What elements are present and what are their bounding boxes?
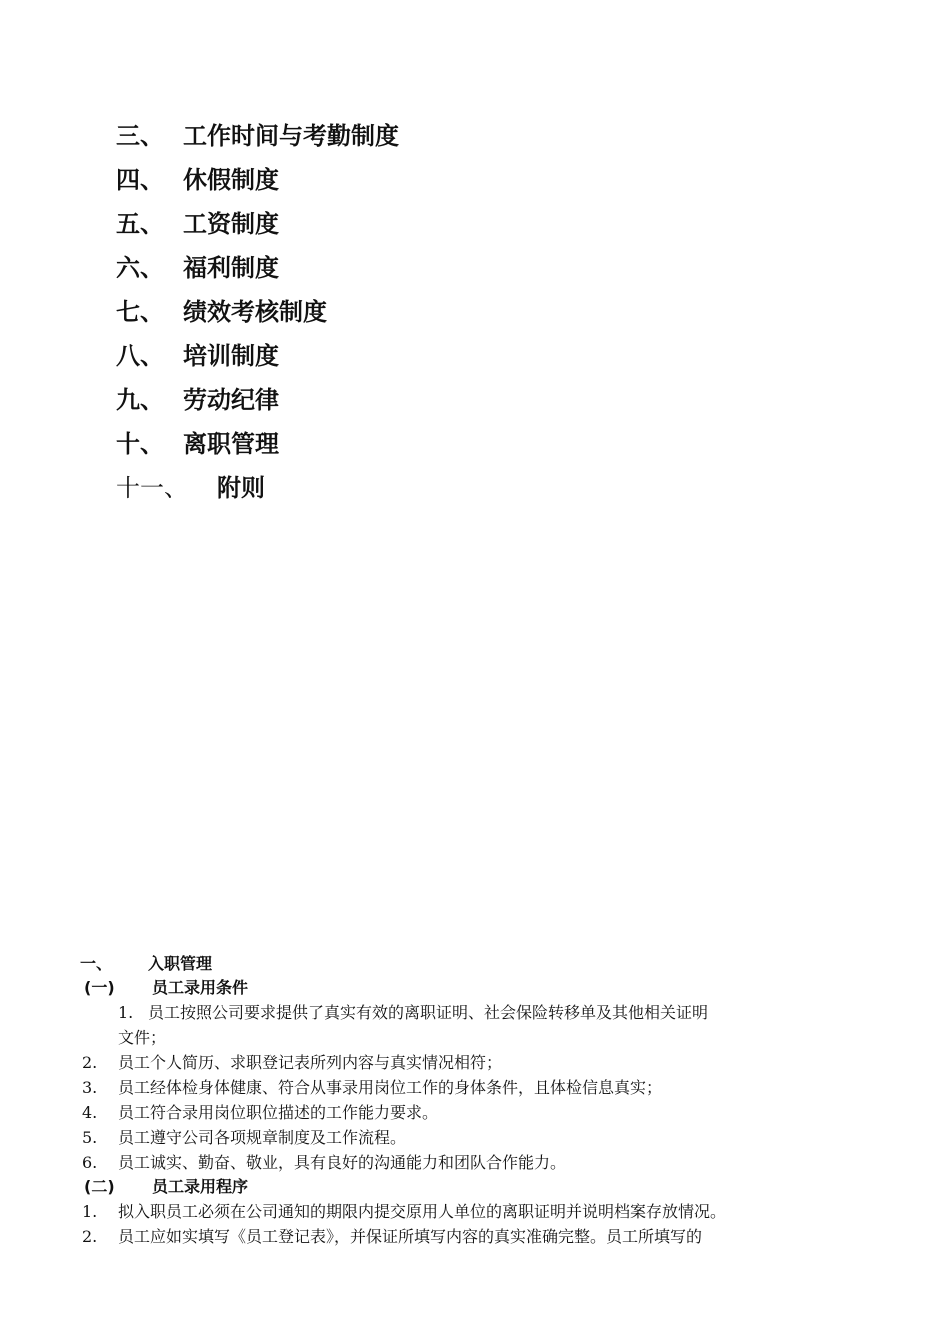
section-number: 一、: [80, 954, 113, 973]
list-item-number: 5.: [82, 1128, 98, 1147]
subsection-number: (二): [84, 1177, 115, 1196]
toc-number: 四、: [116, 166, 164, 194]
toc-title: 工作时间与考勤制度: [183, 122, 399, 150]
subsection-title: 员工录用程序: [152, 1177, 249, 1196]
toc-number: 九、: [116, 386, 164, 414]
list-item: [80, 1125, 860, 1150]
toc-title: 培训制度: [183, 342, 279, 370]
toc-title: 福利制度: [183, 254, 279, 282]
list-item-text: 员工应如实填写《员工登记表》，并保证所填写内容的真实准确完整。员工所填写的: [118, 1227, 703, 1246]
table-of-contents: [116, 116, 399, 512]
toc-item: [116, 116, 399, 160]
list-item-number: 2.: [82, 1227, 98, 1246]
list-item-text: 员工按照公司要求提供了真实有效的离职证明、社会保险转移单及其他相关证明: [148, 1003, 709, 1022]
toc-number: 六、: [116, 254, 164, 282]
toc-number: 八、: [116, 342, 164, 370]
toc-item: [116, 292, 399, 336]
list-item-number: 6.: [82, 1153, 98, 1172]
toc-number: 七、: [116, 298, 164, 326]
list-item-text: 员工经体检身体健康、符合从事录用岗位工作的身体条件，且体检信息真实；: [118, 1078, 663, 1097]
list-item: [80, 1224, 860, 1249]
list-item-text: 员工符合录用岗位职位描述的工作能力要求。: [118, 1103, 439, 1122]
toc-title: 休假制度: [183, 166, 279, 194]
toc-item: [116, 468, 399, 512]
toc-number: 十一、: [116, 474, 188, 502]
toc-title: 工资制度: [183, 210, 279, 238]
subsection-heading: [80, 976, 860, 1000]
list-item: [80, 1150, 860, 1175]
list-item: [80, 1050, 860, 1075]
toc-title: 离职管理: [183, 430, 279, 458]
toc-title: 附则: [217, 474, 265, 502]
toc-title: 劳动纪律: [183, 386, 279, 414]
list-item: [80, 1075, 860, 1100]
list-item-continuation: 文件；: [118, 1028, 167, 1047]
list-item-text: 拟入职员工必须在公司通知的期限内提交原用人单位的离职证明并说明档案存放情况。: [118, 1202, 727, 1221]
list-item-number: 2.: [82, 1053, 98, 1072]
toc-item: [116, 204, 399, 248]
toc-item: [116, 380, 399, 424]
section-onboarding: [80, 952, 860, 1249]
toc-number: 五、: [116, 210, 164, 238]
toc-item: [116, 248, 399, 292]
list-item-text: 员工个人简历、求职登记表所列内容与真实情况相符；: [118, 1053, 503, 1072]
toc-title: 绩效考核制度: [183, 298, 327, 326]
toc-item: [116, 424, 399, 468]
list-item-number: 1.: [118, 1003, 134, 1022]
subsection-number: (一): [84, 978, 115, 997]
toc-item: [116, 160, 399, 204]
toc-number: 十、: [116, 430, 164, 458]
section-heading: [80, 952, 860, 976]
subsection-title: 员工录用条件: [152, 978, 249, 997]
list-item-text: 员工诚实、勤奋、敬业，具有良好的沟通能力和团队合作能力。: [118, 1153, 567, 1172]
list-item-number: 1.: [82, 1202, 98, 1221]
list-item: [80, 1100, 860, 1125]
section-title: 入职管理: [148, 954, 213, 973]
list-item-text: 员工遵守公司各项规章制度及工作流程。: [118, 1128, 407, 1147]
toc-item: [116, 336, 399, 380]
subsection-heading: [80, 1175, 860, 1199]
list-item: [80, 1199, 860, 1224]
list-item: [80, 1000, 860, 1025]
list-item-number: 3.: [82, 1078, 98, 1097]
toc-number: 三、: [116, 122, 164, 150]
list-item-number: 4.: [82, 1103, 98, 1122]
